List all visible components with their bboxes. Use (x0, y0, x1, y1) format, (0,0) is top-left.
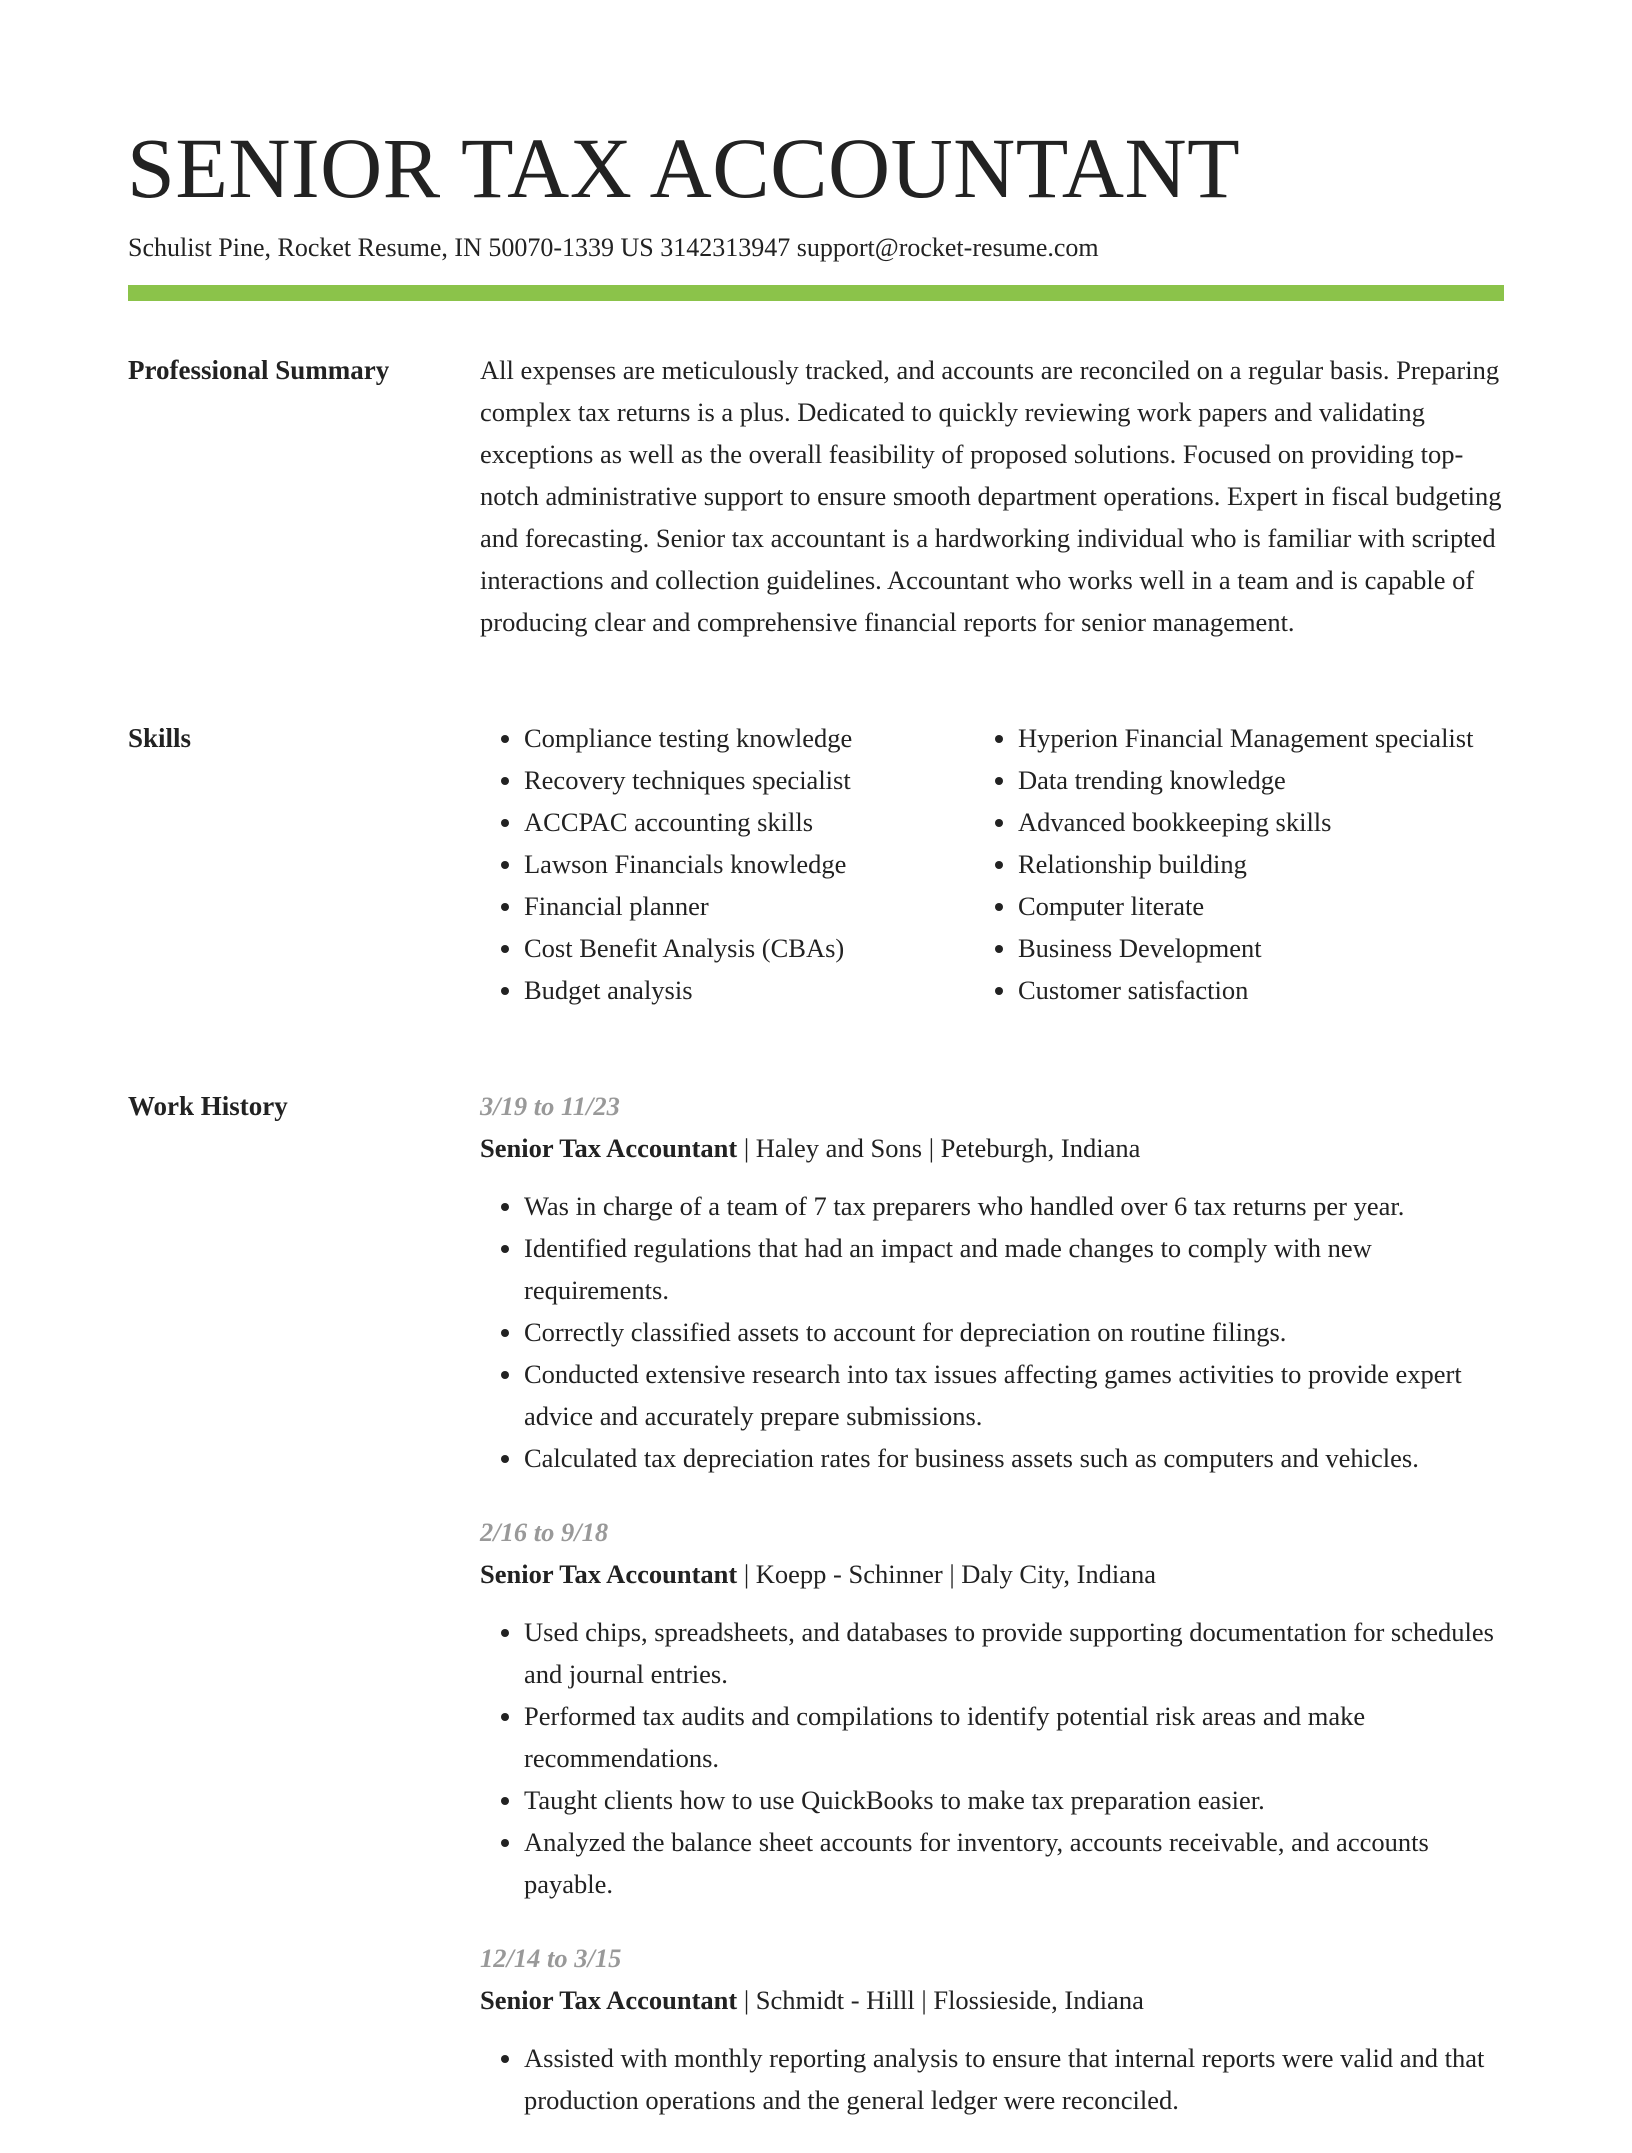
job-bullets (480, 1185, 1504, 1479)
summary-text: All expenses are meticulously tracked, and accounts are reconciled on a regular basis. Preparing complex tax returns is a plus. Dedicated to quickly reviewing work papers and validating exceptions as well as the overall feasibility of proposed solutions. Focused on providing top-notch administrative support to ensure smooth department operations. Expert in fiscal budgeting and forecasting. Senior tax accountant is a hardworking individual who is familiar with scripted interactions and collection guidelines. Accountant who works well in a team and is capable of producing clear and comprehensive financial reports for senior management. (480, 355, 1502, 637)
job-bullet: • Used chips, spreadsheets, and databases to provide supporting documentation for schedules and journal entries. (524, 1611, 1504, 1695)
skill-item: • Business Development (1018, 927, 1504, 969)
summary-section (128, 349, 1504, 643)
section-label: Professional Summary (128, 355, 390, 385)
job-bullet: • Assisted with monthly reporting analysis to ensure that internal reports were valid and that production operations and the general ledger were reconciled. (524, 2037, 1504, 2121)
job-bullets (480, 1611, 1504, 1905)
job-entry (480, 1937, 1504, 2121)
job-title: Senior Tax Accountant (480, 1133, 738, 1163)
job-dates: 3/19 to 11/23 (480, 1091, 620, 1121)
job-bullet: • Correctly classified assets to account for depreciation on routine filings. (524, 1311, 1504, 1353)
skills-list-col2 (974, 717, 1504, 1011)
job-details: | Schmidt - Hilll | Flossieside, Indiana (737, 1985, 1144, 2015)
job-dates: 2/16 to 9/18 (480, 1517, 609, 1547)
skills-section (128, 717, 1504, 1011)
skill-item: • Financial planner (524, 885, 954, 927)
job-dates: 12/14 to 3/15 (480, 1943, 622, 1973)
work-history-section (128, 1085, 1504, 2153)
section-label: Skills (128, 723, 192, 753)
job-bullet: • Identified regulations that had an impact and made changes to comply with new requirements. (524, 1227, 1504, 1311)
skill-item: • Compliance testing knowledge (524, 717, 954, 759)
skill-item: • Data trending knowledge (1018, 759, 1504, 801)
skill-item: • Hyperion Financial Management specialist (1018, 717, 1504, 759)
job-heading (480, 1979, 1504, 2021)
job-bullets (480, 2037, 1504, 2121)
job-title: Senior Tax Accountant (480, 1985, 738, 2015)
job-entry (480, 1085, 1504, 1479)
job-bullet: • Taught clients how to use QuickBooks to make tax preparation easier. (524, 1779, 1504, 1821)
skill-item: • Customer satisfaction (1018, 969, 1504, 1011)
job-details: | Haley and Sons | Peteburgh, Indiana (737, 1133, 1141, 1163)
skill-item: • Cost Benefit Analysis (CBAs) (524, 927, 954, 969)
skill-item: • Relationship building (1018, 843, 1504, 885)
job-details: | Koepp - Schinner | Daly City, Indiana (737, 1559, 1157, 1589)
job-bullet: • Performed tax audits and compilations to identify potential risk areas and make recommendations. (524, 1695, 1504, 1779)
skill-item: • Budget analysis (524, 969, 954, 1011)
skills-list-col1 (480, 717, 954, 1011)
skill-item: • Lawson Financials knowledge (524, 843, 954, 885)
job-entry (480, 1511, 1504, 1905)
section-label: Work History (128, 1091, 288, 1121)
skill-item: • Computer literate (1018, 885, 1504, 927)
job-bullet: • Analyzed the balance sheet accounts for inventory, accounts receivable, and accounts payable. (524, 1821, 1504, 1905)
job-heading (480, 1127, 1504, 1169)
job-heading (480, 1553, 1504, 1595)
skill-item: • Recovery techniques specialist (524, 759, 954, 801)
job-bullet: • Conducted extensive research into tax issues affecting games activities to provide expert advice and accurately prepare submissions. (524, 1353, 1504, 1437)
accent-divider (128, 285, 1504, 301)
skill-item: • Advanced bookkeeping skills (1018, 801, 1504, 843)
job-bullet: • Calculated tax depreciation rates for business assets such as computers and vehicles. (524, 1437, 1504, 1479)
skill-item: • ACCPAC accounting skills (524, 801, 954, 843)
job-bullet: • Was in charge of a team of 7 tax preparers who handled over 6 tax returns per year. (524, 1185, 1504, 1227)
contact-info: Schulist Pine, Rocket Resume, IN 50070-1339 US 3142313947 support@rocket-resume.com (128, 233, 1099, 262)
resume-title: SENIOR TAX ACCOUNTANT (127, 120, 1241, 216)
job-title: Senior Tax Accountant (480, 1559, 738, 1589)
